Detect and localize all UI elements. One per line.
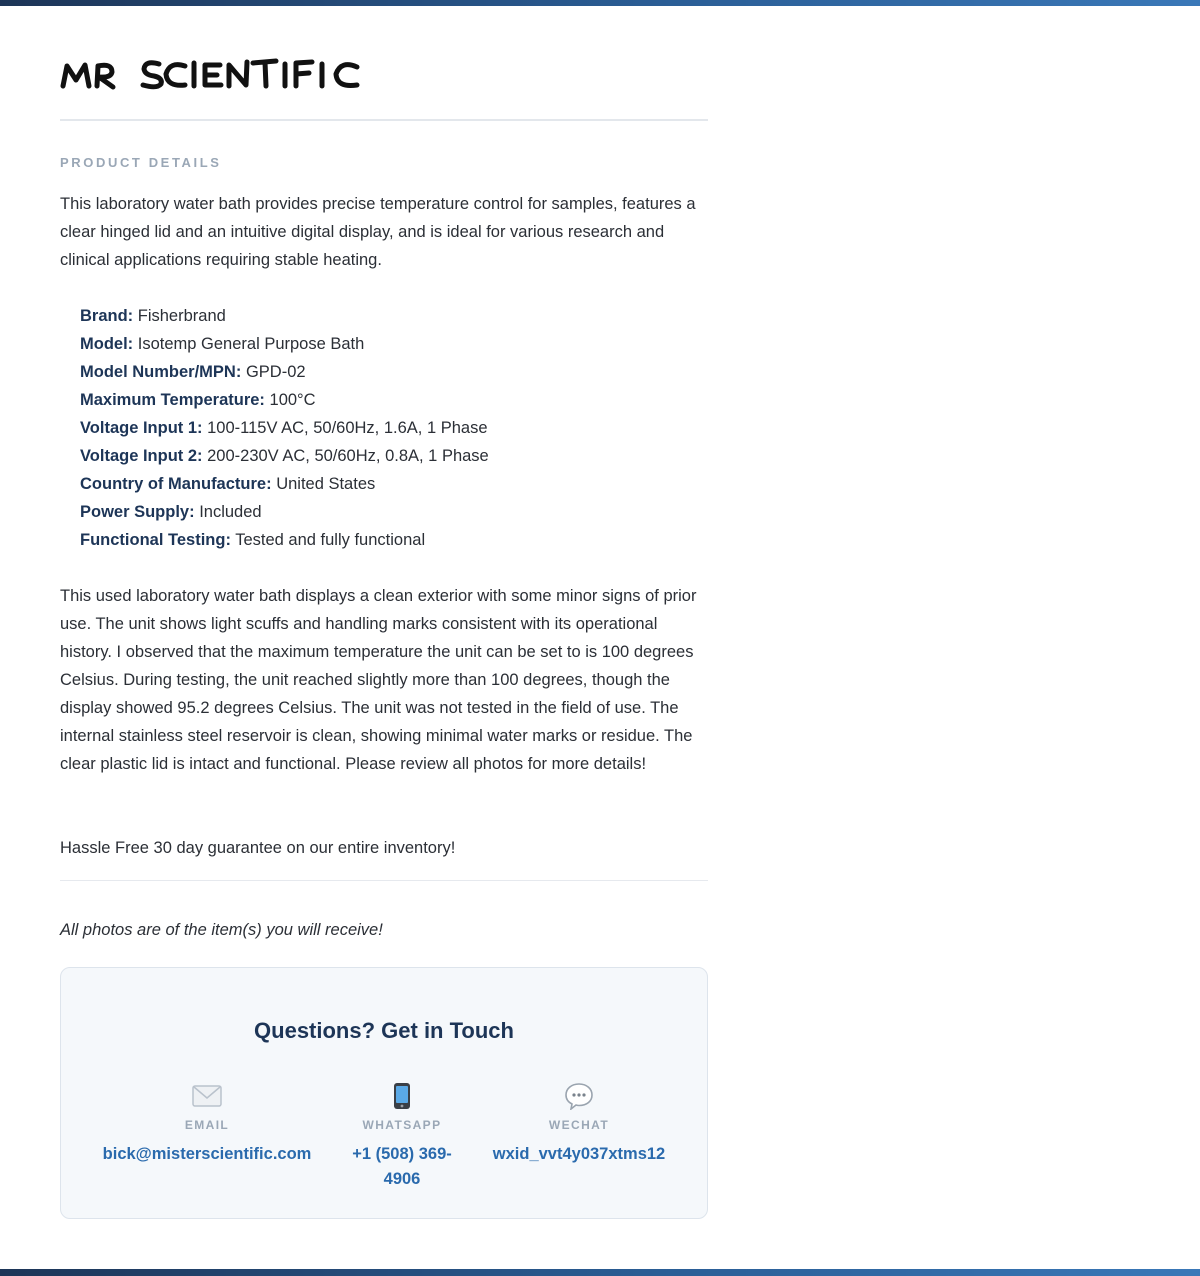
spec-label: Brand: (80, 307, 134, 325)
brand-logo (60, 48, 370, 98)
spec-value: 100°C (269, 391, 316, 409)
guarantee-text: Hassle Free 30 day guarantee on our entire inventory! (60, 839, 456, 857)
spec-value: Tested and fully functional (235, 531, 426, 549)
spec-value: Fisherbrand (137, 307, 226, 325)
header-divider (60, 119, 708, 121)
mobile-phone-icon (352, 1080, 452, 1110)
wechat-link[interactable]: wxid_vvt4y037xtms12 (492, 1145, 666, 1163)
contact-card (60, 967, 708, 1219)
spec-item (80, 302, 489, 330)
contact-title: Questions? Get in Touch (254, 1018, 514, 1043)
spec-value: Included (199, 503, 262, 521)
spec-label: Model: (80, 335, 134, 353)
section-heading: PRODUCT DETAILS (60, 155, 222, 170)
spec-item (80, 358, 489, 386)
whatsapp-label: WHATSAPP (362, 1118, 442, 1132)
spec-value: 200-230V AC, 50/60Hz, 0.8A, 1 Phase (207, 447, 489, 465)
spec-label: Voltage Input 2: (80, 447, 203, 465)
speech-bubble-icon (479, 1080, 679, 1110)
spec-item (80, 386, 489, 414)
contact-email (91, 1080, 323, 1167)
email-link[interactable]: bick@misterscientific.com (102, 1145, 312, 1163)
spec-value: 100-115V AC, 50/60Hz, 1.6A, 1 Phase (207, 419, 488, 437)
photos-note: All photos are of the item(s) you will receive! (60, 921, 383, 939)
top-accent-bar (0, 0, 1200, 6)
spec-label: Functional Testing: (80, 531, 231, 549)
email-label: EMAIL (184, 1118, 230, 1132)
spec-label: Model Number/MPN: (80, 363, 242, 381)
brand-logo-mark (60, 48, 370, 98)
spec-label: Power Supply: (80, 503, 195, 521)
spec-item (80, 414, 489, 442)
bottom-accent-bar (0, 1269, 1200, 1276)
product-intro: This laboratory water bath provides precise temperature control for samples, features a clear hinged lid and an intuitive digital display, and is ideal for various research and clinical applications requiring stable heating. (60, 195, 696, 269)
whatsapp-link[interactable]: +1 (508) 369-4906 (352, 1145, 452, 1188)
spec-label: Country of Manufacture: (80, 475, 272, 493)
spec-value: United States (276, 475, 376, 493)
spec-label: Voltage Input 1: (80, 419, 203, 437)
wechat-label: WECHAT (548, 1118, 610, 1132)
spec-value: Isotemp General Purpose Bath (137, 335, 365, 353)
section-divider (60, 880, 708, 881)
contact-wechat (479, 1080, 679, 1167)
envelope-icon (91, 1080, 323, 1110)
spec-item (80, 442, 489, 470)
condition-description: This used laboratory water bath displays a clean exterior with some minor signs of prior use. The unit shows light scuffs and handling marks consistent with its operational history. I observed that the maximum temperature the unit can be set to is 100 degrees Celsius. During testing, the unit reached slightly more than 100 degrees, though the display showed 95.2 degrees Celsius. The unit was not tested in the field of use. The internal stainless steel reservoir is clean, showing minimal water marks or residue. The clear plastic lid is intact and functional. Please review all photos for more details! (60, 587, 697, 773)
spec-item (80, 330, 489, 358)
spec-list (80, 302, 489, 554)
spec-label: Maximum Temperature: (80, 391, 265, 409)
spec-item (80, 498, 489, 526)
spec-item (80, 470, 489, 498)
spec-value: GPD-02 (245, 363, 306, 381)
spec-item (80, 526, 489, 554)
contact-whatsapp (352, 1080, 452, 1192)
